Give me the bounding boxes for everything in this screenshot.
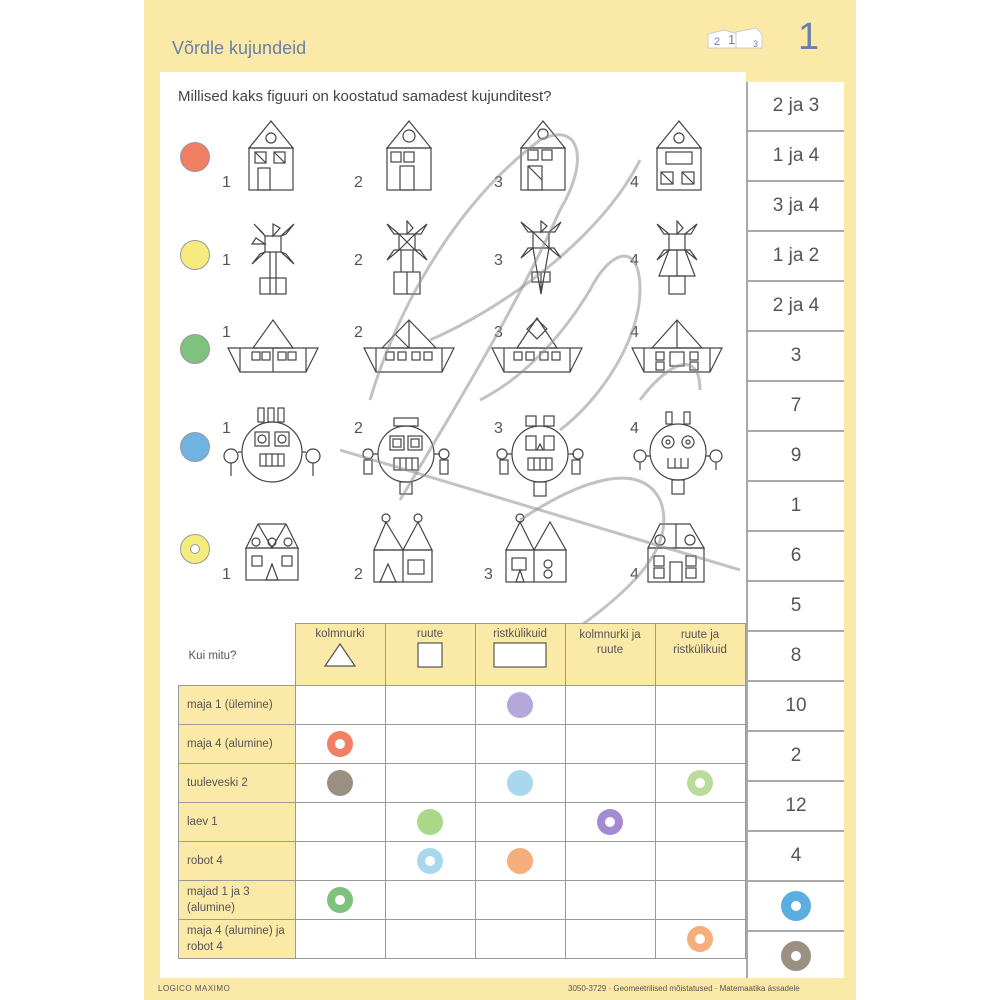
row-dot-robots: [180, 432, 210, 462]
answer-cell[interactable]: 10: [748, 682, 844, 732]
table-row: [179, 725, 746, 764]
answer-cell[interactable]: 7: [748, 382, 844, 432]
answer-slot[interactable]: [385, 686, 475, 725]
color-ring-marker: [597, 809, 623, 835]
answer-slot[interactable]: [475, 842, 565, 881]
row-label: laev 1: [179, 803, 296, 842]
answer-slot[interactable]: [655, 764, 745, 803]
fig-num-houses-3: 3: [494, 174, 503, 191]
fig-num-townhouses-2: 2: [354, 566, 363, 583]
col-header-squares-and-rectangles: [655, 624, 745, 686]
badge-digit-1: 2: [714, 36, 721, 48]
fig-num-robots-4: 4: [630, 420, 639, 437]
house-figure-1: [246, 118, 296, 192]
col-header-triangles: [295, 624, 385, 686]
answer-slot[interactable]: [655, 686, 745, 725]
fig-num-windmills-3: 3: [494, 252, 503, 269]
fig-num-robots-3: 3: [494, 420, 503, 437]
col-header-label: ruute ja ristkülikuid: [673, 629, 727, 656]
table-row: [179, 764, 746, 803]
answer-slot[interactable]: [385, 725, 475, 764]
row-dot-houses: [180, 142, 210, 172]
windmill-figure-1: [250, 222, 296, 296]
answer-cell[interactable]: 1 ja 4: [748, 132, 844, 182]
answer-slot[interactable]: [385, 764, 475, 803]
answer-cell[interactable]: 2 ja 3: [748, 82, 844, 132]
row-label: maja 1 (ülemine): [179, 686, 296, 725]
answer-slot[interactable]: [565, 803, 655, 842]
answer-cell[interactable]: 6: [748, 532, 844, 582]
answer-ring-cell[interactable]: [748, 882, 844, 932]
color-dot-marker: [507, 770, 533, 796]
row-label: robot 4: [179, 842, 296, 881]
color-dot-marker: [507, 848, 533, 874]
answer-ring-cell[interactable]: [748, 932, 844, 980]
answer-slot[interactable]: [655, 881, 745, 920]
answer-slot[interactable]: [655, 920, 745, 959]
answer-slot[interactable]: [295, 803, 385, 842]
row-label: maja 4 (alumine): [179, 725, 296, 764]
answer-slot[interactable]: [295, 920, 385, 959]
page-number: 1: [798, 16, 820, 58]
fig-num-ships-2: 2: [354, 324, 363, 341]
color-dot-marker: [417, 809, 443, 835]
answer-slot[interactable]: [295, 842, 385, 881]
row-dot-ships: [180, 334, 210, 364]
fig-num-windmills-4: 4: [630, 252, 639, 269]
answer-slot[interactable]: [385, 920, 475, 959]
answer-ring-brown: [781, 941, 811, 971]
color-ring-marker: [327, 731, 353, 757]
badge-digit-2: 1: [728, 32, 736, 47]
row-dot-townhouses: [180, 534, 210, 564]
answer-slot[interactable]: [565, 725, 655, 764]
level-badge: [706, 26, 776, 52]
answer-slot[interactable]: [295, 764, 385, 803]
fig-num-ships-4: 4: [630, 324, 639, 341]
badge-digit-3: 3: [753, 39, 759, 49]
col-header-rectangles: [475, 624, 565, 686]
col-header-label: ruute: [416, 628, 444, 640]
townhouse-figure-1: [244, 520, 300, 582]
col-header-label: kolmnurki ja ruute: [579, 629, 641, 656]
fig-num-robots-1: 1: [222, 420, 231, 437]
answer-column: [746, 82, 844, 978]
question-text: Millised kaks figuuri on koostatud samadest kujunditest?: [178, 88, 552, 105]
fig-num-ships-1: 1: [222, 324, 231, 341]
answer-slot[interactable]: [565, 764, 655, 803]
answer-slot[interactable]: [385, 842, 475, 881]
fig-num-townhouses-3: 3: [484, 566, 493, 583]
answer-ring-blue: [781, 891, 811, 921]
answer-slot[interactable]: [295, 881, 385, 920]
answer-slot[interactable]: [565, 920, 655, 959]
color-dot-marker: [327, 770, 353, 796]
answer-cell[interactable]: 8: [748, 632, 844, 682]
col-header-label: ristkülikuid: [493, 628, 547, 640]
color-ring-marker: [687, 926, 713, 952]
answer-slot[interactable]: [385, 881, 475, 920]
table-corner-label: Kui mitu?: [179, 624, 296, 686]
row-label: tuuleveski 2: [179, 764, 296, 803]
answer-cell[interactable]: 5: [748, 582, 844, 632]
answer-cell[interactable]: 4: [748, 832, 844, 882]
answer-slot[interactable]: [565, 842, 655, 881]
page-title: Võrdle kujundeid: [172, 38, 307, 58]
answer-cell[interactable]: 12: [748, 782, 844, 832]
footer-info: 3050-3729 · Geomeetrilised mõistatused · Matemaatika ässadele: [568, 984, 800, 993]
robot-figure-1: [222, 406, 322, 502]
fig-num-robots-2: 2: [354, 420, 363, 437]
ship-figure-1: [226, 318, 320, 376]
color-ring-marker: [327, 887, 353, 913]
color-ring-marker: [687, 770, 713, 796]
answer-cell[interactable]: 3: [748, 332, 844, 382]
fig-num-windmills-1: 1: [222, 252, 231, 269]
answer-slot[interactable]: [475, 920, 565, 959]
answer-slot[interactable]: [475, 881, 565, 920]
answer-slot[interactable]: [475, 803, 565, 842]
fig-num-windmills-2: 2: [354, 252, 363, 269]
answer-slot[interactable]: [295, 725, 385, 764]
fig-num-houses-1: 1: [222, 174, 231, 191]
footer-brand: LOGICO MAXIMO: [158, 984, 231, 993]
col-header-squares: [385, 624, 475, 686]
color-dot-marker: [507, 692, 533, 718]
row-dot-windmills: [180, 240, 210, 270]
triangle-icon: [323, 642, 357, 668]
answer-cell[interactable]: 1 ja 2: [748, 232, 844, 282]
signature-watermark: [340, 100, 740, 660]
table-row: [179, 920, 746, 959]
square-icon: [416, 642, 444, 668]
answer-slot[interactable]: [565, 881, 655, 920]
fig-num-ships-3: 3: [494, 324, 503, 341]
answer-slot[interactable]: [475, 764, 565, 803]
row-label: maja 4 (alumine) ja robot 4: [179, 920, 296, 959]
answer-slot[interactable]: [655, 725, 745, 764]
answer-slot[interactable]: [475, 686, 565, 725]
answer-slot[interactable]: [655, 803, 745, 842]
col-header-triangles-and-squares: [565, 624, 655, 686]
answer-slot[interactable]: [385, 803, 475, 842]
answer-slot[interactable]: [655, 842, 745, 881]
answer-cell[interactable]: 9: [748, 432, 844, 482]
fig-num-townhouses-1: 1: [222, 566, 231, 583]
table-row: [179, 803, 746, 842]
count-table: [178, 623, 746, 959]
answer-slot[interactable]: [475, 725, 565, 764]
answer-cell[interactable]: 3 ja 4: [748, 182, 844, 232]
col-header-label: kolmnurki: [315, 628, 365, 640]
answer-cell[interactable]: 2 ja 4: [748, 282, 844, 332]
answer-slot[interactable]: [565, 686, 655, 725]
fig-num-townhouses-4: 4: [630, 566, 639, 583]
table-row: [179, 686, 746, 725]
row-label: majad 1 ja 3 (alumine): [179, 881, 296, 920]
fig-num-houses-4: 4: [630, 174, 639, 191]
answer-cell[interactable]: 1: [748, 482, 844, 532]
fig-num-houses-2: 2: [354, 174, 363, 191]
table-row: [179, 842, 746, 881]
rectangle-icon: [492, 642, 548, 668]
table-row: [179, 881, 746, 920]
answer-slot[interactable]: [295, 686, 385, 725]
color-ring-marker: [417, 848, 443, 874]
answer-cell[interactable]: 2: [748, 732, 844, 782]
